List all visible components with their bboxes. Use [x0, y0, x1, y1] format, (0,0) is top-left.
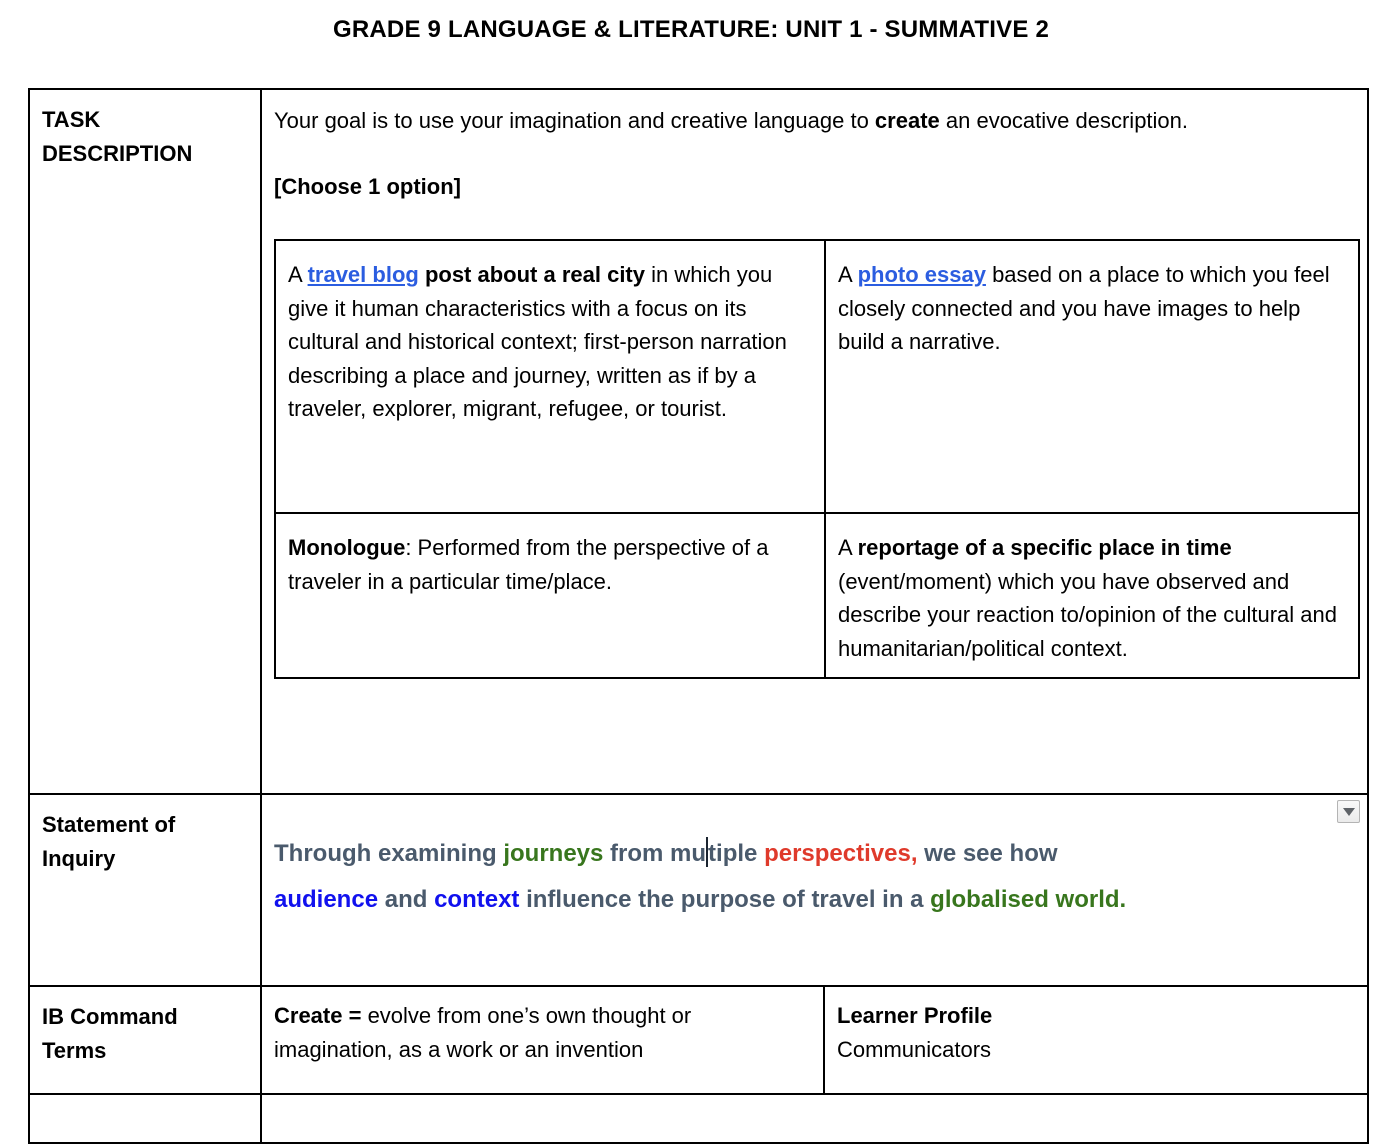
- create-definition-cell: [260, 987, 823, 1093]
- next-row-content-cell: [260, 1095, 1367, 1142]
- learner-profile-cell: [823, 987, 1367, 1093]
- option-monologue: [276, 512, 824, 677]
- next-row-label-cell: [30, 1095, 260, 1142]
- option-reportage-rest: (event/moment) which you have observed and describe your reaction to/opinion of the cultural and humanitarian/political context.: [838, 568, 1337, 661]
- option-monologue-rest: : Performed from the perspective of a traveler in a particular time/place.: [288, 535, 769, 594]
- option-monologue-bold: Monologue: [288, 535, 406, 560]
- task-description-row: [30, 90, 1367, 793]
- travel-blog-link[interactable]: travel blog: [307, 262, 419, 287]
- dropdown-button[interactable]: [1337, 800, 1360, 823]
- next-row-partial: [30, 1093, 1367, 1142]
- inquiry-segment: journeys: [503, 840, 604, 867]
- task-intro-bold: create: [874, 108, 940, 133]
- option-reportage: [824, 512, 1358, 677]
- option-travel-blog-pre: A: [288, 262, 308, 287]
- learner-profile-value: Communicators: [837, 1037, 992, 1062]
- option-reportage-bold: reportage of a specific place in time: [857, 535, 1232, 560]
- option-photo-essay-rest: based on a place to which you feel closely connected and you have images to help build a narrative.: [838, 262, 1330, 354]
- inquiry-segment: from mu: [603, 840, 707, 867]
- inquiry-segment: and: [378, 886, 435, 913]
- ib-command-terms-row: [30, 985, 1367, 1093]
- ib-command-terms-label: IB Command Terms: [42, 1004, 178, 1063]
- statement-of-inquiry-text: [274, 831, 1343, 923]
- inquiry-segment: tiple: [708, 840, 765, 867]
- photo-essay-link[interactable]: photo essay: [857, 262, 986, 287]
- option-photo-essay-pre: A: [838, 262, 858, 287]
- statement-of-inquiry-row: [30, 793, 1367, 985]
- inquiry-segment: context: [434, 886, 520, 913]
- task-description-content-cell: [260, 90, 1372, 793]
- chevron-down-icon: [1343, 808, 1355, 816]
- task-intro-pre: Your goal is to use your imagination and creative language to: [274, 108, 875, 133]
- option-travel-blog-bold: post about a real city: [418, 262, 645, 287]
- page-title: GRADE 9 LANGUAGE & LITERATURE: UNIT 1 - SUMMATIVE 2: [333, 16, 1049, 43]
- inquiry-segment: perspectives,: [764, 840, 918, 867]
- inquiry-segment: we see how: [917, 840, 1058, 867]
- main-table: [28, 88, 1369, 1144]
- statement-of-inquiry-content-cell[interactable]: [260, 795, 1367, 985]
- learner-profile-title: Learner Profile: [837, 1003, 993, 1028]
- task-description-label: TASK DESCRIPTION: [42, 107, 193, 166]
- option-travel-blog: [276, 241, 824, 512]
- task-intro-post: an evocative description.: [939, 108, 1189, 133]
- inquiry-segment: Through examining: [274, 840, 504, 867]
- option-reportage-pre: A: [838, 535, 858, 560]
- inquiry-segment: globalised world.: [930, 886, 1127, 913]
- task-intro-paragraph: [274, 104, 1360, 137]
- inquiry-segment: audience: [274, 886, 379, 913]
- inquiry-segment: influence the purpose of travel in a: [519, 886, 931, 913]
- create-definition: evolve from one’s own thought or imagination, as a work or an invention: [274, 1003, 692, 1062]
- options-table: [274, 239, 1360, 679]
- option-photo-essay: [824, 241, 1358, 512]
- option-travel-blog-rest: in which you give it human characteristics with a focus on its cultural and historical context; first-person narration describing a place and journey, written as if by a traveler, explorer, migrant, refugee, or tourist.: [288, 262, 787, 421]
- create-term: Create =: [274, 1003, 362, 1028]
- choose-option-label: [Choose 1 option]: [274, 174, 461, 199]
- statement-of-inquiry-label: Statement of Inquiry: [42, 812, 176, 871]
